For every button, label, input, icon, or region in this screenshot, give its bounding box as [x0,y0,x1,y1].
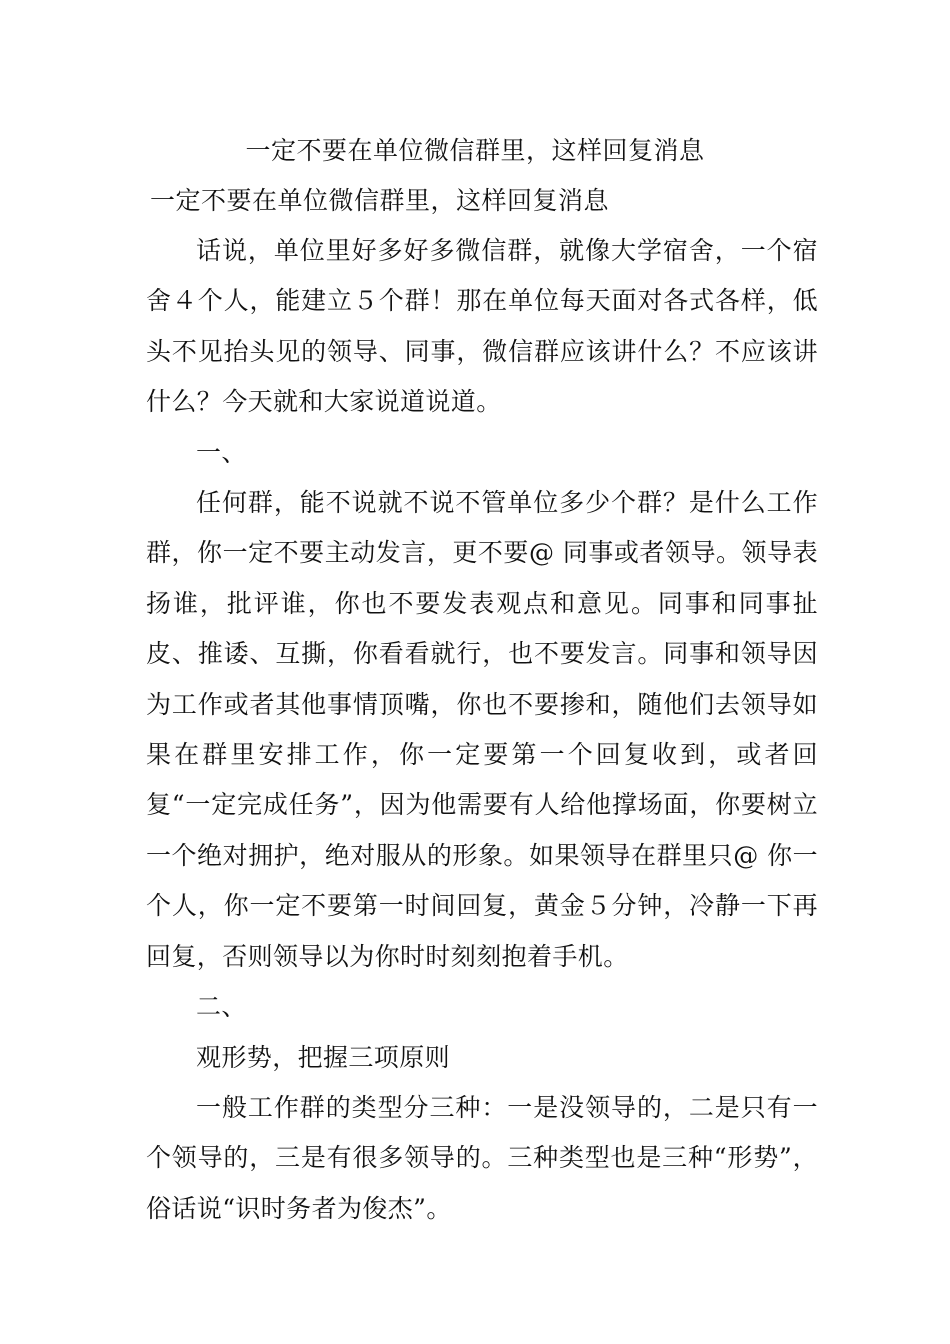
section-heading: 一、 [196,437,247,467]
paragraph: 任何群，能不说就不说不管单位多少个群？是什么工作群，你一定不要主动发言，更不要@ 同事或者领导。领导表扬谁，批评谁，你也不要发表观点和意见。同事和同事扯皮、推诿、互撕，你看看就行，也不要发言。同事和领导因为工作或者其他事情顶嘴，你也不要掺和，随他们去领导如果在群里安排工作，你一定要第一个回复收到，或者回复“一定完成任务”，因为他需要有人给他撑场面，你要树立一个绝对拥护，绝对服从的形象。如果领导在群里只@ 你一个人，你一定不要第一时间回复，黄金５分钟，冷静一下再回复，否则领导以为你时时刻刻抱着手机。 [146,488,818,971]
section-heading: 二、 [196,992,247,1022]
paragraph: 一般工作群的类型分三种：一是没领导的，二是只有一个领导的，三是有很多领导的。三种类型也是三种“形势”，俗话说“识时务者为俊杰”。 [146,1092,818,1223]
paragraph: 话说，单位里好多好多微信群，就像大学宿舍，一个宿舍４个人，能建立５个群！那在单位每天面对各式各样，低头不见抬头见的领导、同事，微信群应该讲什么？不应该讲什么？今天就和大家说道说道。 [146,236,818,417]
document-subtitle: 一定不要在单位微信群里，这样回复消息 [150,186,610,215]
document-title: 一定不要在单位微信群里，这样回复消息 [245,136,705,165]
document-body [146,226,818,1234]
section-title: 观形势，把握三项原则 [196,1042,451,1072]
